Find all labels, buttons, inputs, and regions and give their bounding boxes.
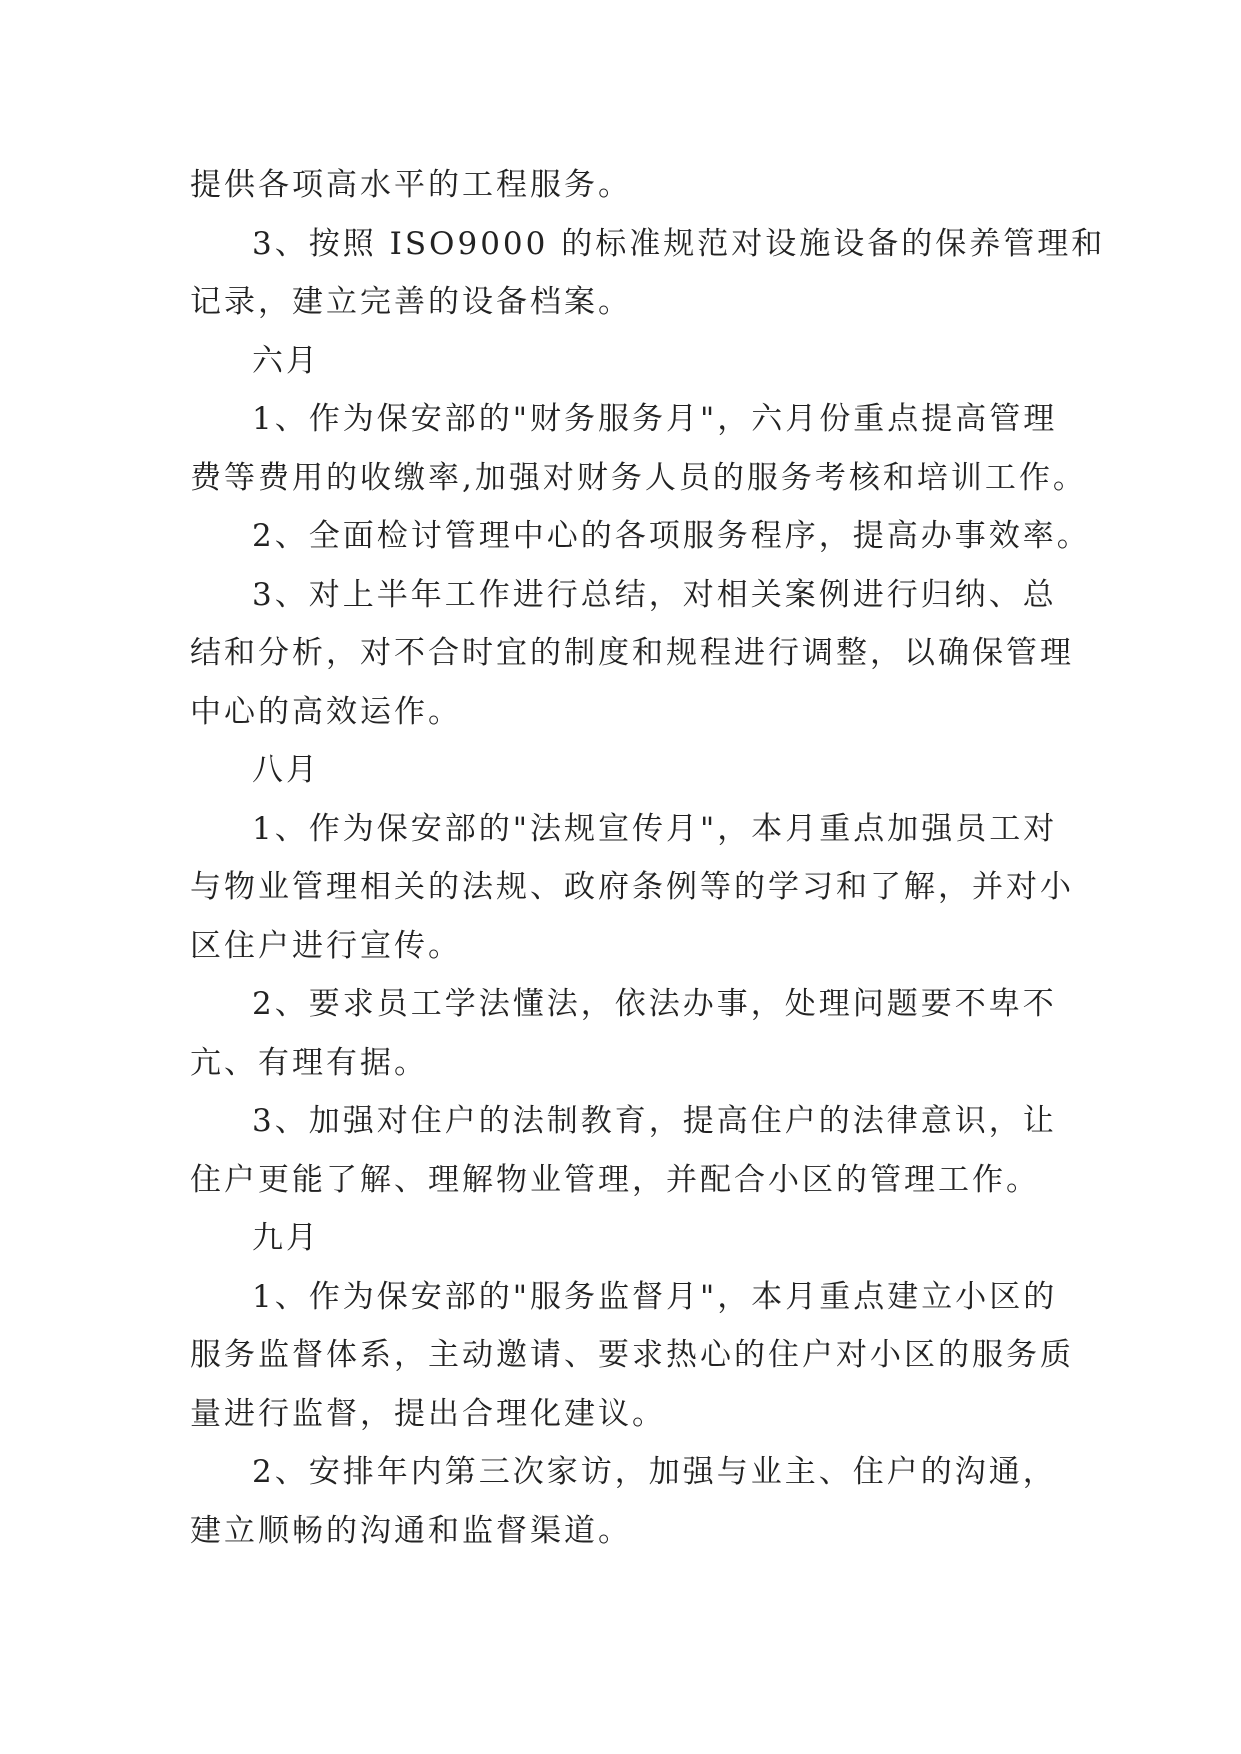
text-line: 服务监督体系，主动邀请、要求热心的住户对小区的服务质 (190, 1337, 1074, 1373)
paragraph (190, 390, 1087, 507)
section-heading-august (190, 741, 1060, 800)
text-line: 九月 (252, 1220, 320, 1256)
paragraph (190, 1443, 1060, 1560)
paragraph (190, 156, 1060, 215)
text-line: 量进行监督，提出合理化建议。 (190, 1395, 666, 1432)
text-line: 3、按照 ISO9000 的标准规范对设施设备的保养管理和 (252, 225, 1106, 262)
text-line: 住户更能了解、理解物业管理，并配合小区的管理工作。 (190, 1161, 1040, 1198)
text-line: 区住户进行宣传。 (190, 927, 462, 964)
text-line: 2、全面检讨管理中心的各项服务程序，提高办事效率。 (252, 518, 1091, 554)
paragraph (190, 566, 1074, 742)
text-line: 1、作为保安部的"服务监督月"，本月重点建立小区的 (252, 1278, 1058, 1315)
text-line: 六月 (252, 342, 320, 379)
text-line: 记录，建立完善的设备档案。 (190, 284, 632, 320)
text-line: 八月 (252, 752, 320, 788)
text-line: 费等费用的收缴率,加强对财务人员的服务考核和培训工作。 (190, 459, 1087, 496)
text-line: 1、作为保安部的"财务服务月"，六月份重点提高管理 (252, 401, 1058, 437)
text-line: 建立顺畅的沟通和监督渠道。 (190, 1512, 632, 1549)
paragraph (190, 215, 1106, 332)
text-line: 与物业管理相关的法规、政府条例等的学习和了解，并对小 (190, 869, 1074, 905)
paragraph (190, 1268, 1074, 1444)
text-line: 3、对上半年工作进行总结，对相关案例进行归纳、总 (252, 576, 1057, 613)
text-line: 2、要求员工学法懂法，依法办事，处理问题要不卑不 (252, 986, 1057, 1022)
text-line: 1、作为保安部的"法规宣传月"，本月重点加强员工对 (252, 810, 1058, 847)
paragraph (190, 1092, 1060, 1209)
text-line: 提供各项高水平的工程服务。 (190, 167, 632, 203)
section-heading-september (190, 1209, 1060, 1268)
text-line: 中心的高效运作。 (190, 693, 462, 730)
paragraph (190, 975, 1060, 1092)
paragraph (190, 507, 1091, 566)
document-body (190, 156, 1106, 1560)
text-line: 亢、有理有据。 (190, 1044, 428, 1081)
paragraph (190, 800, 1074, 976)
text-line: 3、加强对住户的法制教育，提高住户的法律意识，让 (252, 1103, 1057, 1139)
section-heading-june (190, 332, 1060, 391)
text-line: 结和分析，对不合时宜的制度和规程进行调整，以确保管理 (190, 635, 1074, 671)
text-line: 2、安排年内第三次家访，加强与业主、住户的沟通， (252, 1454, 1057, 1490)
